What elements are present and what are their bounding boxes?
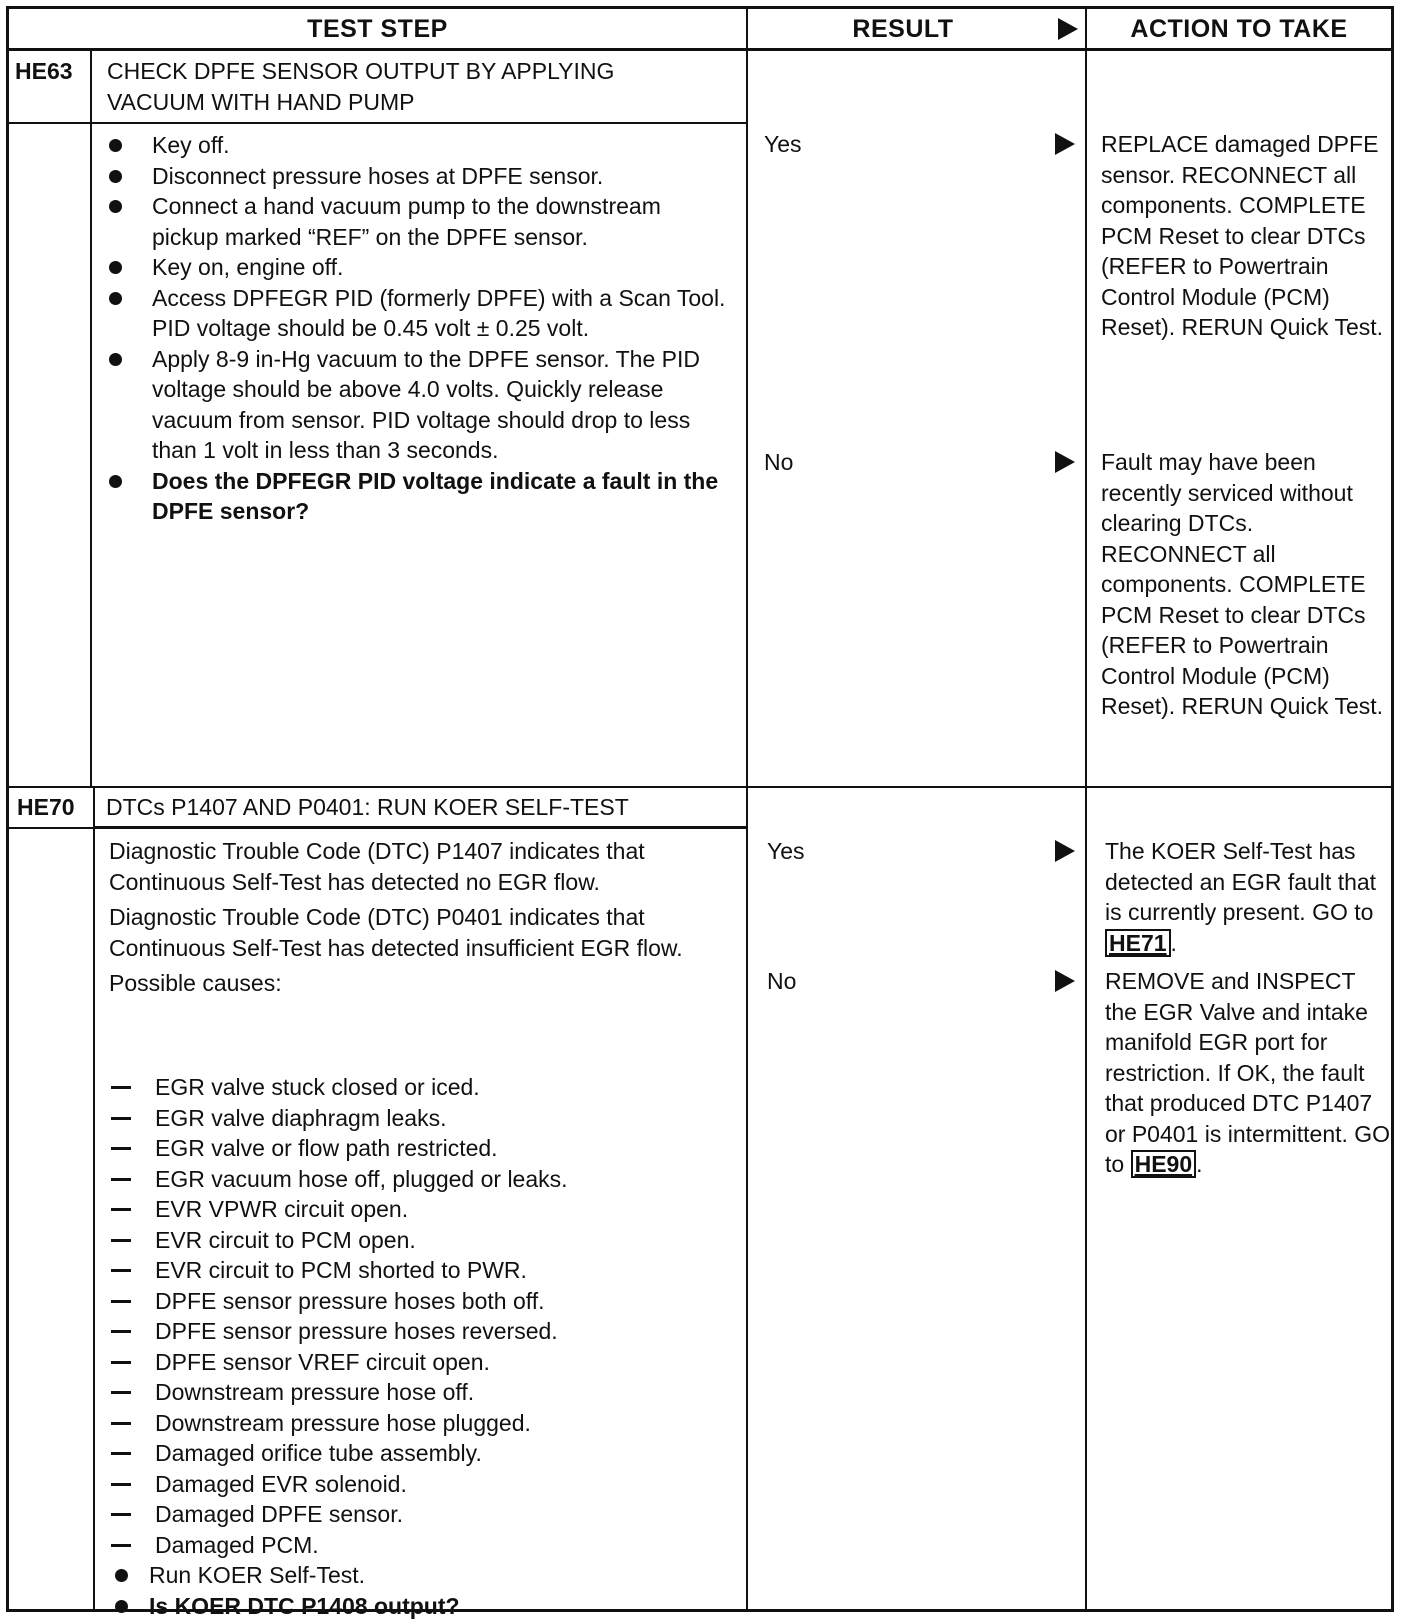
dash-icon bbox=[111, 1422, 131, 1425]
he70-left-vertical bbox=[93, 826, 95, 1612]
goto-he71-link[interactable]: HE71 bbox=[1105, 929, 1171, 957]
header-underline bbox=[6, 48, 1394, 51]
he70-action-no: REMOVE and INSPECT the EGR Valve and intake manifold EGR port for restriction. If OK, the fault that produced DTC P1407 or P0401 is intermittent. GO to HE90 . bbox=[1105, 966, 1391, 1180]
dash-icon bbox=[111, 1513, 131, 1516]
row-divider bbox=[6, 786, 1394, 788]
list-item: Downstream pressure hose off. bbox=[109, 1377, 729, 1408]
step-code-he63: HE63 bbox=[15, 56, 73, 86]
step-title-he70: DTCs P1407 AND P0401: RUN KOER SELF-TEST bbox=[106, 792, 741, 823]
list-item-question: Is KOER DTC P1408 output? bbox=[109, 1591, 729, 1621]
header-result: RESULT bbox=[748, 14, 1058, 44]
he70-result-yes: Yes bbox=[767, 836, 805, 866]
frame-right bbox=[1391, 6, 1394, 1612]
he63-left-vertical bbox=[90, 122, 92, 786]
he63-action-yes: REPLACE damaged DPFE sensor. RECONNECT all components. COMPLETE PCM Reset to clear DTCs (REFER to Powertrain Control Module (PCM) Reset). RERUN Quick Test. bbox=[1101, 129, 1389, 343]
list-item: Damaged EVR solenoid. bbox=[109, 1469, 729, 1500]
list-item: Damaged PCM. bbox=[109, 1530, 729, 1561]
header-action: ACTION TO TAKE bbox=[1087, 14, 1391, 44]
list-item-question: Does the DPFEGR PID voltage indicate a fault in the DPFE sensor? bbox=[106, 466, 726, 527]
he70-description bbox=[109, 836, 729, 1004]
list-item: DPFE sensor pressure hoses both off. bbox=[109, 1286, 729, 1317]
dash-icon bbox=[111, 1544, 131, 1547]
bullet-icon bbox=[115, 1569, 128, 1582]
list-item: EVR circuit to PCM shorted to PWR. bbox=[109, 1255, 729, 1286]
frame-top bbox=[6, 6, 1394, 9]
header-test-step: TEST STEP bbox=[9, 14, 746, 44]
list-item: EGR valve diaphragm leaks. bbox=[109, 1103, 729, 1134]
bullet-icon bbox=[109, 139, 122, 152]
dash-icon bbox=[111, 1452, 131, 1455]
list-item: Disconnect pressure hoses at DPFE sensor. bbox=[106, 161, 726, 192]
bullet-icon bbox=[109, 170, 122, 183]
dash-icon bbox=[111, 1086, 131, 1089]
he70-code-underline bbox=[6, 827, 94, 829]
dash-icon bbox=[111, 1300, 131, 1303]
bullet-icon bbox=[109, 475, 122, 488]
list-item: Run KOER Self-Test. bbox=[109, 1560, 729, 1591]
list-item: Damaged DPFE sensor. bbox=[109, 1499, 729, 1530]
list-item: Damaged orifice tube assembly. bbox=[109, 1438, 729, 1469]
he63-action-no: Fault may have been recently serviced without clearing DTCs. RECONNECT all components. COMPLETE PCM Reset to clear DTCs (REFER to Powertrain Control Module (PCM) Reset). RERUN Quick Test. bbox=[1101, 447, 1389, 722]
list-item: Downstream pressure hose plugged. bbox=[109, 1408, 729, 1439]
list-item: EGR vacuum hose off, plugged or leaks. bbox=[109, 1164, 729, 1195]
he63-result-yes: Yes bbox=[764, 129, 802, 159]
dash-icon bbox=[111, 1178, 131, 1181]
he70-code-box-divider bbox=[93, 786, 95, 828]
he63-no-arrow-icon bbox=[1055, 451, 1075, 473]
frame-left bbox=[6, 6, 9, 1612]
list-item: Connect a hand vacuum pump to the downstream pickup marked “REF” on the DPFE sensor. bbox=[106, 191, 726, 252]
bullet-icon bbox=[109, 353, 122, 366]
he70-result-no: No bbox=[767, 966, 796, 996]
bullet-icon bbox=[115, 1600, 128, 1613]
list-item: EGR valve or flow path restricted. bbox=[109, 1133, 729, 1164]
he70-causes-list bbox=[109, 1072, 729, 1621]
bullet-icon bbox=[109, 261, 122, 274]
goto-he90-link[interactable]: HE90 bbox=[1131, 1150, 1197, 1178]
he63-code-divider bbox=[90, 48, 92, 123]
he63-yes-arrow-icon bbox=[1055, 133, 1075, 155]
dash-icon bbox=[111, 1117, 131, 1120]
dash-icon bbox=[111, 1269, 131, 1272]
he63-result-no: No bbox=[764, 447, 793, 477]
list-item: Key on, engine off. bbox=[106, 252, 726, 283]
list-item: Apply 8-9 in-Hg vacuum to the DPFE sensor. The PID voltage should be above 4.0 volts. Quickly release vacuum from sensor. PID voltage should drop to less than 1 volt in less than 3 seconds. bbox=[106, 344, 726, 466]
he70-yes-arrow-icon bbox=[1055, 840, 1075, 862]
he70-action-yes: The KOER Self-Test has detected an EGR fault that is currently present. GO to HE71 . bbox=[1105, 836, 1389, 958]
he70-no-arrow-icon bbox=[1055, 970, 1075, 992]
dash-icon bbox=[111, 1208, 131, 1211]
he70-paragraph: Diagnostic Trouble Code (DTC) P1407 indicates that Continuous Self-Test has detected no EGR flow. bbox=[109, 836, 729, 897]
bullet-icon bbox=[109, 200, 122, 213]
he70-paragraph: Diagnostic Trouble Code (DTC) P0401 indicates that Continuous Self-Test has detected insufficient EGR flow. bbox=[109, 902, 729, 963]
he70-paragraph: Possible causes: bbox=[109, 968, 729, 999]
list-item: EVR circuit to PCM open. bbox=[109, 1225, 729, 1256]
bullet-icon bbox=[109, 292, 122, 305]
list-item: Access DPFEGR PID (formerly DPFE) with a Scan Tool. PID voltage should be 0.45 volt ± 0.25 volt. bbox=[106, 283, 726, 344]
he70-title-underline bbox=[93, 826, 748, 829]
step-code-he70: HE70 bbox=[17, 792, 75, 822]
dash-icon bbox=[111, 1330, 131, 1333]
header-arrow-icon bbox=[1058, 18, 1078, 40]
list-item: Key off. bbox=[106, 130, 726, 161]
col-divider-2 bbox=[1085, 6, 1087, 1612]
dash-icon bbox=[111, 1391, 131, 1394]
dash-icon bbox=[111, 1239, 131, 1242]
list-item: EGR valve stuck closed or iced. bbox=[109, 1072, 729, 1103]
col-divider-1 bbox=[746, 6, 748, 1612]
list-item: DPFE sensor VREF circuit open. bbox=[109, 1347, 729, 1378]
dash-icon bbox=[111, 1361, 131, 1364]
list-item: EVR VPWR circuit open. bbox=[109, 1194, 729, 1225]
he63-procedure-list bbox=[106, 130, 726, 527]
dash-icon bbox=[111, 1483, 131, 1486]
list-item: DPFE sensor pressure hoses reversed. bbox=[109, 1316, 729, 1347]
he63-title-underline bbox=[6, 122, 748, 124]
dash-icon bbox=[111, 1147, 131, 1150]
step-title-he63: CHECK DPFE SENSOR OUTPUT BY APPLYING VACUUM WITH HAND PUMP bbox=[107, 56, 737, 118]
